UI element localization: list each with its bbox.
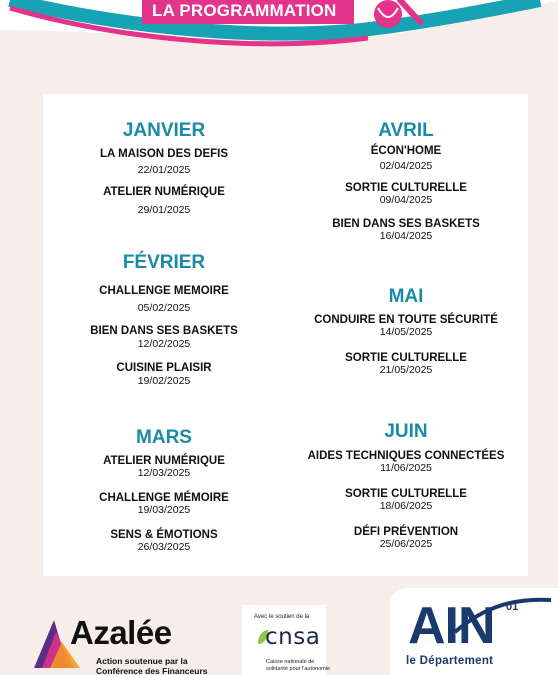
event-date: 18/06/2025 <box>379 500 433 512</box>
event-title: SORTIE CULTURELLE <box>345 352 467 364</box>
event-title: CUISINE PLAISIR <box>116 362 212 374</box>
azalee-caption-line2: Conférence des Financeurs <box>96 666 208 675</box>
event-date: 26/03/2025 <box>137 541 191 553</box>
azalee-caption <box>96 656 207 675</box>
event-title: SORTIE CULTURELLE <box>345 182 467 194</box>
cnsa-name: cnsa <box>265 624 321 650</box>
azalee-name: Azalée <box>70 614 172 651</box>
event-title: ATELIER NUMÉRIQUE <box>103 186 225 198</box>
cnsa-caption-line2: solidarité pour l'autonomie <box>266 666 331 672</box>
event-date: 25/06/2025 <box>379 538 433 550</box>
event-date: 21/05/2025 <box>379 364 433 376</box>
event-date: 09/04/2025 <box>379 194 433 206</box>
azalee-caption-line1: Action soutenue par la <box>96 656 188 666</box>
month-heading: MARS <box>136 427 192 448</box>
event-date: 22/01/2025 <box>137 164 191 176</box>
event-title: SENS & ÉMOTIONS <box>110 529 218 541</box>
cnsa-support-text: Avec le soutien de la <box>254 614 310 620</box>
ain-caption: le Département <box>406 655 494 667</box>
event-title: DÉFI PRÉVENTION <box>353 526 459 538</box>
event-date: 11/06/2025 <box>380 462 432 474</box>
schedule-panel <box>43 94 528 576</box>
ain-number: 01 <box>506 601 519 613</box>
event-title: CHALLENGE MÉMOIRE <box>99 492 229 504</box>
event-date: 19/02/2025 <box>137 375 191 387</box>
event-date: 29/01/2025 <box>137 204 191 216</box>
month-heading: JANVIER <box>122 120 206 141</box>
event-date: 12/02/2025 <box>137 338 191 350</box>
event-title: ÉCON'HOME <box>370 145 442 157</box>
month-heading: FÉVRIER <box>122 252 206 273</box>
page-title-banner: LA PROGRAMMATION <box>142 0 354 24</box>
event-title: AIDES TECHNIQUES CONNECTÉES <box>307 450 505 462</box>
event-date: 16/04/2025 <box>379 230 433 242</box>
event-title: ATELIER NUMÉRIQUE <box>103 455 225 467</box>
cnsa-caption <box>266 659 330 673</box>
event-date: 14/05/2025 <box>379 326 433 338</box>
event-title: CHALLENGE MEMOIRE <box>99 285 229 297</box>
event-title: BIEN DANS SES BASKETS <box>332 218 480 230</box>
cnsa-caption-line1: Caisse nationale de <box>266 659 315 665</box>
event-date: 02/04/2025 <box>379 160 433 172</box>
event-date: 12/03/2025 <box>137 467 191 479</box>
event-date: 19/03/2025 <box>137 504 191 516</box>
event-title: CONDUIRE EN TOUTE SÉCURITÉ <box>314 314 498 326</box>
month-heading: MAI <box>388 286 424 307</box>
event-title: BIEN DANS SES BASKETS <box>90 325 238 337</box>
month-heading: AVRIL <box>378 120 434 141</box>
event-title: LA MAISON DES DEFIS <box>100 148 228 160</box>
month-heading: JUIN <box>384 421 428 442</box>
event-title: SORTIE CULTURELLE <box>345 488 467 500</box>
event-date: 05/02/2025 <box>137 302 191 314</box>
ain-name: AIN <box>408 597 495 655</box>
